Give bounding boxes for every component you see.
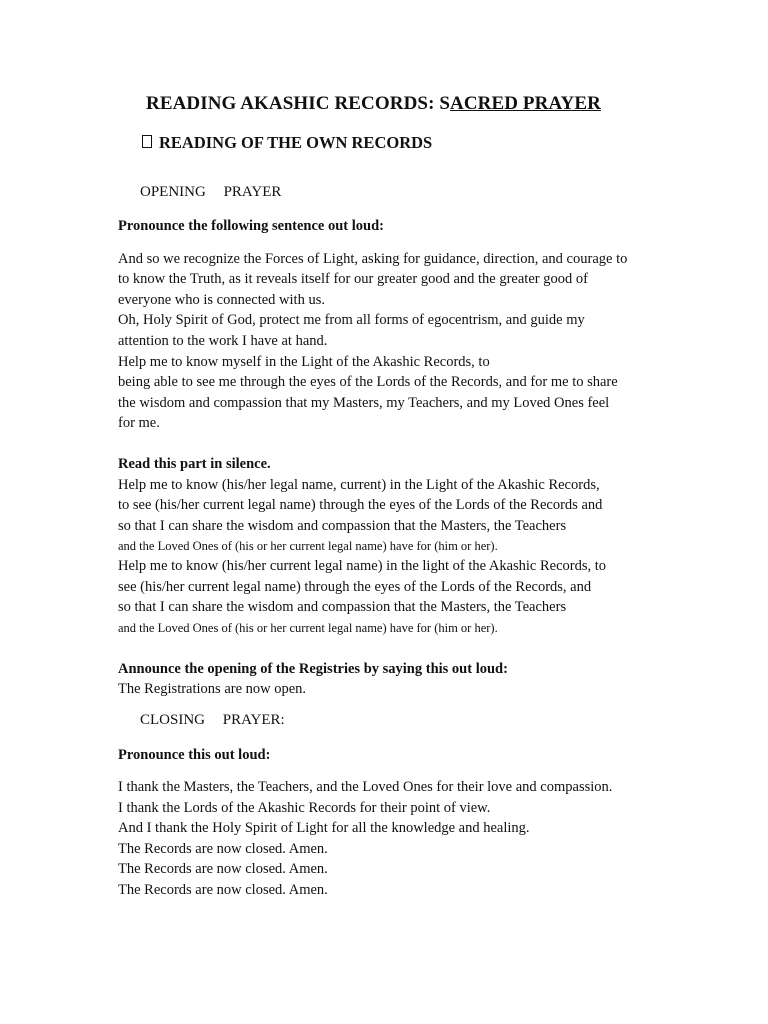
checkbox-glyph-icon xyxy=(142,135,152,148)
document-title xyxy=(146,93,601,115)
silence-line: so that I can share the wisdom and compassion that the Masters, the Teachers xyxy=(118,599,567,615)
title-prefix: READING AKASHIC RECORDS: S xyxy=(146,93,451,114)
announce-line: The Registrations are now open. xyxy=(118,681,307,697)
closing-line: The Records are now closed. Amen. xyxy=(118,841,328,857)
closing-line: And I thank the Holy Spirit of Light for all the knowledge and healing. xyxy=(118,820,530,836)
silence-line: to see (his/her current legal name) through the eyes of the Lords of the Records and xyxy=(118,497,603,513)
announce-instruction: Announce the opening of the Registries by saying this out loud: xyxy=(118,661,508,677)
opening-line: to know the Truth, as it reveals itself for our greater good and the greater good of xyxy=(118,271,588,287)
opening-line: everyone who is connected with us. xyxy=(118,292,325,308)
closing-line: The Records are now closed. Amen. xyxy=(118,861,328,877)
closing-prayer-heading: CLOSING PRAYER: xyxy=(140,712,285,728)
silence-line: and the Loved Ones of (his or her current legal name) have for (him or her). xyxy=(118,621,498,635)
title-underlined: ACRED PRAYER xyxy=(450,93,601,114)
opening-instruction: Pronounce the following sentence out loud: xyxy=(118,218,384,234)
silence-instruction: Read this part in silence. xyxy=(118,456,271,472)
silence-line: Help me to know (his/her current legal name) in the light of the Akashic Records, to xyxy=(118,558,607,574)
closing-line: I thank the Masters, the Teachers, and the Loved Ones for their love and compassion. xyxy=(118,779,613,795)
silence-line: see (his/her current legal name) through the eyes of the Lords of the Records, and xyxy=(118,579,592,595)
silence-line: so that I can share the wisdom and compassion that the Masters, the Teachers xyxy=(118,518,567,534)
opening-line: attention to the work I have at hand. xyxy=(118,333,328,349)
opening-line: for me. xyxy=(118,415,160,431)
closing-instruction: Pronounce this out loud: xyxy=(118,747,271,763)
subheading-text: READING OF THE OWN RECORDS xyxy=(159,133,433,152)
opening-line: being able to see me through the eyes of the Lords of the Records, and for me to share xyxy=(118,374,618,390)
silence-line: Help me to know (his/her legal name, current) in the Light of the Akashic Records, xyxy=(118,477,600,493)
subheading xyxy=(142,133,432,153)
opening-line: Oh, Holy Spirit of God, protect me from all forms of egocentrism, and guide my xyxy=(118,312,585,328)
opening-line: the wisdom and compassion that my Masters, my Teachers, and my Loved Ones feel xyxy=(118,395,610,411)
silence-line: and the Loved Ones of (his or her current legal name) have for (him or her). xyxy=(118,539,498,553)
opening-prayer-heading: OPENING PRAYER xyxy=(140,184,282,200)
opening-line: Help me to know myself in the Light of the Akashic Records, to xyxy=(118,354,490,370)
closing-line: The Records are now closed. Amen. xyxy=(118,882,328,898)
opening-line: And so we recognize the Forces of Light, asking for guidance, direction, and courage to xyxy=(118,251,628,267)
closing-line: I thank the Lords of the Akashic Records for their point of view. xyxy=(118,800,491,816)
